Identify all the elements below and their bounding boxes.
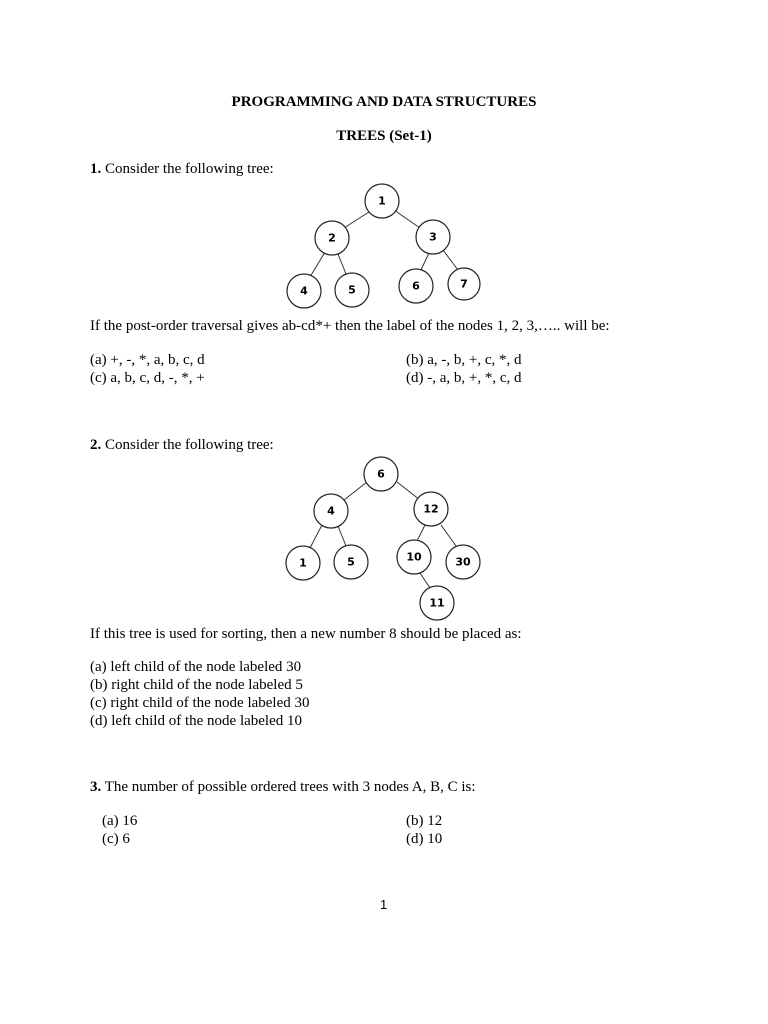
- q2-option-a: (a) left child of the node labeled 30: [90, 659, 302, 675]
- q1-number: 1.: [90, 161, 102, 177]
- svg-text:3: 3: [429, 230, 437, 244]
- svg-text:10: 10: [406, 550, 422, 564]
- q1-node-1: [365, 184, 399, 218]
- q2-node-10: [397, 540, 431, 574]
- svg-text:6: 6: [377, 467, 385, 481]
- q2-question: If this tree is used for sorting, then a new number 8 should be placed as:: [90, 626, 522, 642]
- svg-text:5: 5: [347, 555, 355, 569]
- q2-node-30: [446, 545, 480, 579]
- q2-option-b: (b) right child of the node labeled 5: [90, 677, 303, 693]
- q1-node-5: [335, 273, 369, 307]
- q2-option-d: (d) left child of the node labeled 10: [90, 713, 303, 729]
- document-title: PROGRAMMING AND DATA STRUCTURES: [231, 94, 537, 110]
- q3-question: The number of possible ordered trees with 3 nodes A, B, C is:: [104, 779, 476, 795]
- svg-text:11: 11: [429, 596, 445, 610]
- svg-text:30: 30: [455, 555, 471, 569]
- svg-text:12: 12: [423, 502, 439, 516]
- q1-option-d: (d) -, a, b, +, *, c, d: [406, 370, 522, 386]
- q3-option-c: (c) 6: [102, 831, 130, 847]
- svg-text:6: 6: [412, 279, 420, 293]
- q2-tree-diagram: [0, 440, 768, 630]
- page-number: 1: [380, 897, 388, 912]
- q2-number: 2.: [90, 437, 102, 453]
- q2-option-c: (c) right child of the node labeled 30: [90, 695, 310, 711]
- q2-node-4: [314, 494, 348, 528]
- svg-text:4: 4: [327, 504, 335, 518]
- q2-node-12: [414, 492, 448, 526]
- q1-prompt: Consider the following tree:: [105, 161, 274, 177]
- q2-node-5: [334, 545, 368, 579]
- q1-node-2: [315, 221, 349, 255]
- q1-node-3: [416, 220, 450, 254]
- q3-option-d: (d) 10: [406, 831, 443, 847]
- q1-option-b: (b) a, -, b, +, c, *, d: [406, 352, 522, 368]
- document-subtitle: TREES (Set-1): [336, 128, 432, 144]
- q1-option-c: (c) a, b, c, d, -, *, +: [90, 370, 205, 386]
- q1-node-6: [399, 269, 433, 303]
- q1-option-a: (a) +, -, *, a, b, c, d: [90, 352, 205, 368]
- q1-node-4: [287, 274, 321, 308]
- q1-question: If the post-order traversal gives ab-cd*+ then the label of the nodes 1, 2, 3,….. will be:: [90, 318, 610, 334]
- q3-number: 3.: [90, 779, 102, 795]
- svg-text:1: 1: [378, 194, 386, 208]
- q2-node-11: [420, 586, 454, 620]
- q2-node-6: [364, 457, 398, 491]
- svg-text:1: 1: [299, 556, 307, 570]
- q2-prompt: Consider the following tree:: [105, 437, 274, 453]
- svg-text:7: 7: [460, 277, 468, 291]
- q3-option-b: (b) 12: [406, 813, 443, 829]
- q1-node-7: [448, 268, 480, 300]
- q3-question-line: [90, 779, 476, 796]
- q1-tree-diagram: [0, 0, 768, 320]
- svg-text:5: 5: [348, 283, 356, 297]
- svg-text:2: 2: [328, 231, 336, 245]
- svg-text:4: 4: [300, 284, 308, 298]
- q2-node-1: [286, 546, 320, 580]
- q3-option-a: (a) 16: [102, 813, 138, 829]
